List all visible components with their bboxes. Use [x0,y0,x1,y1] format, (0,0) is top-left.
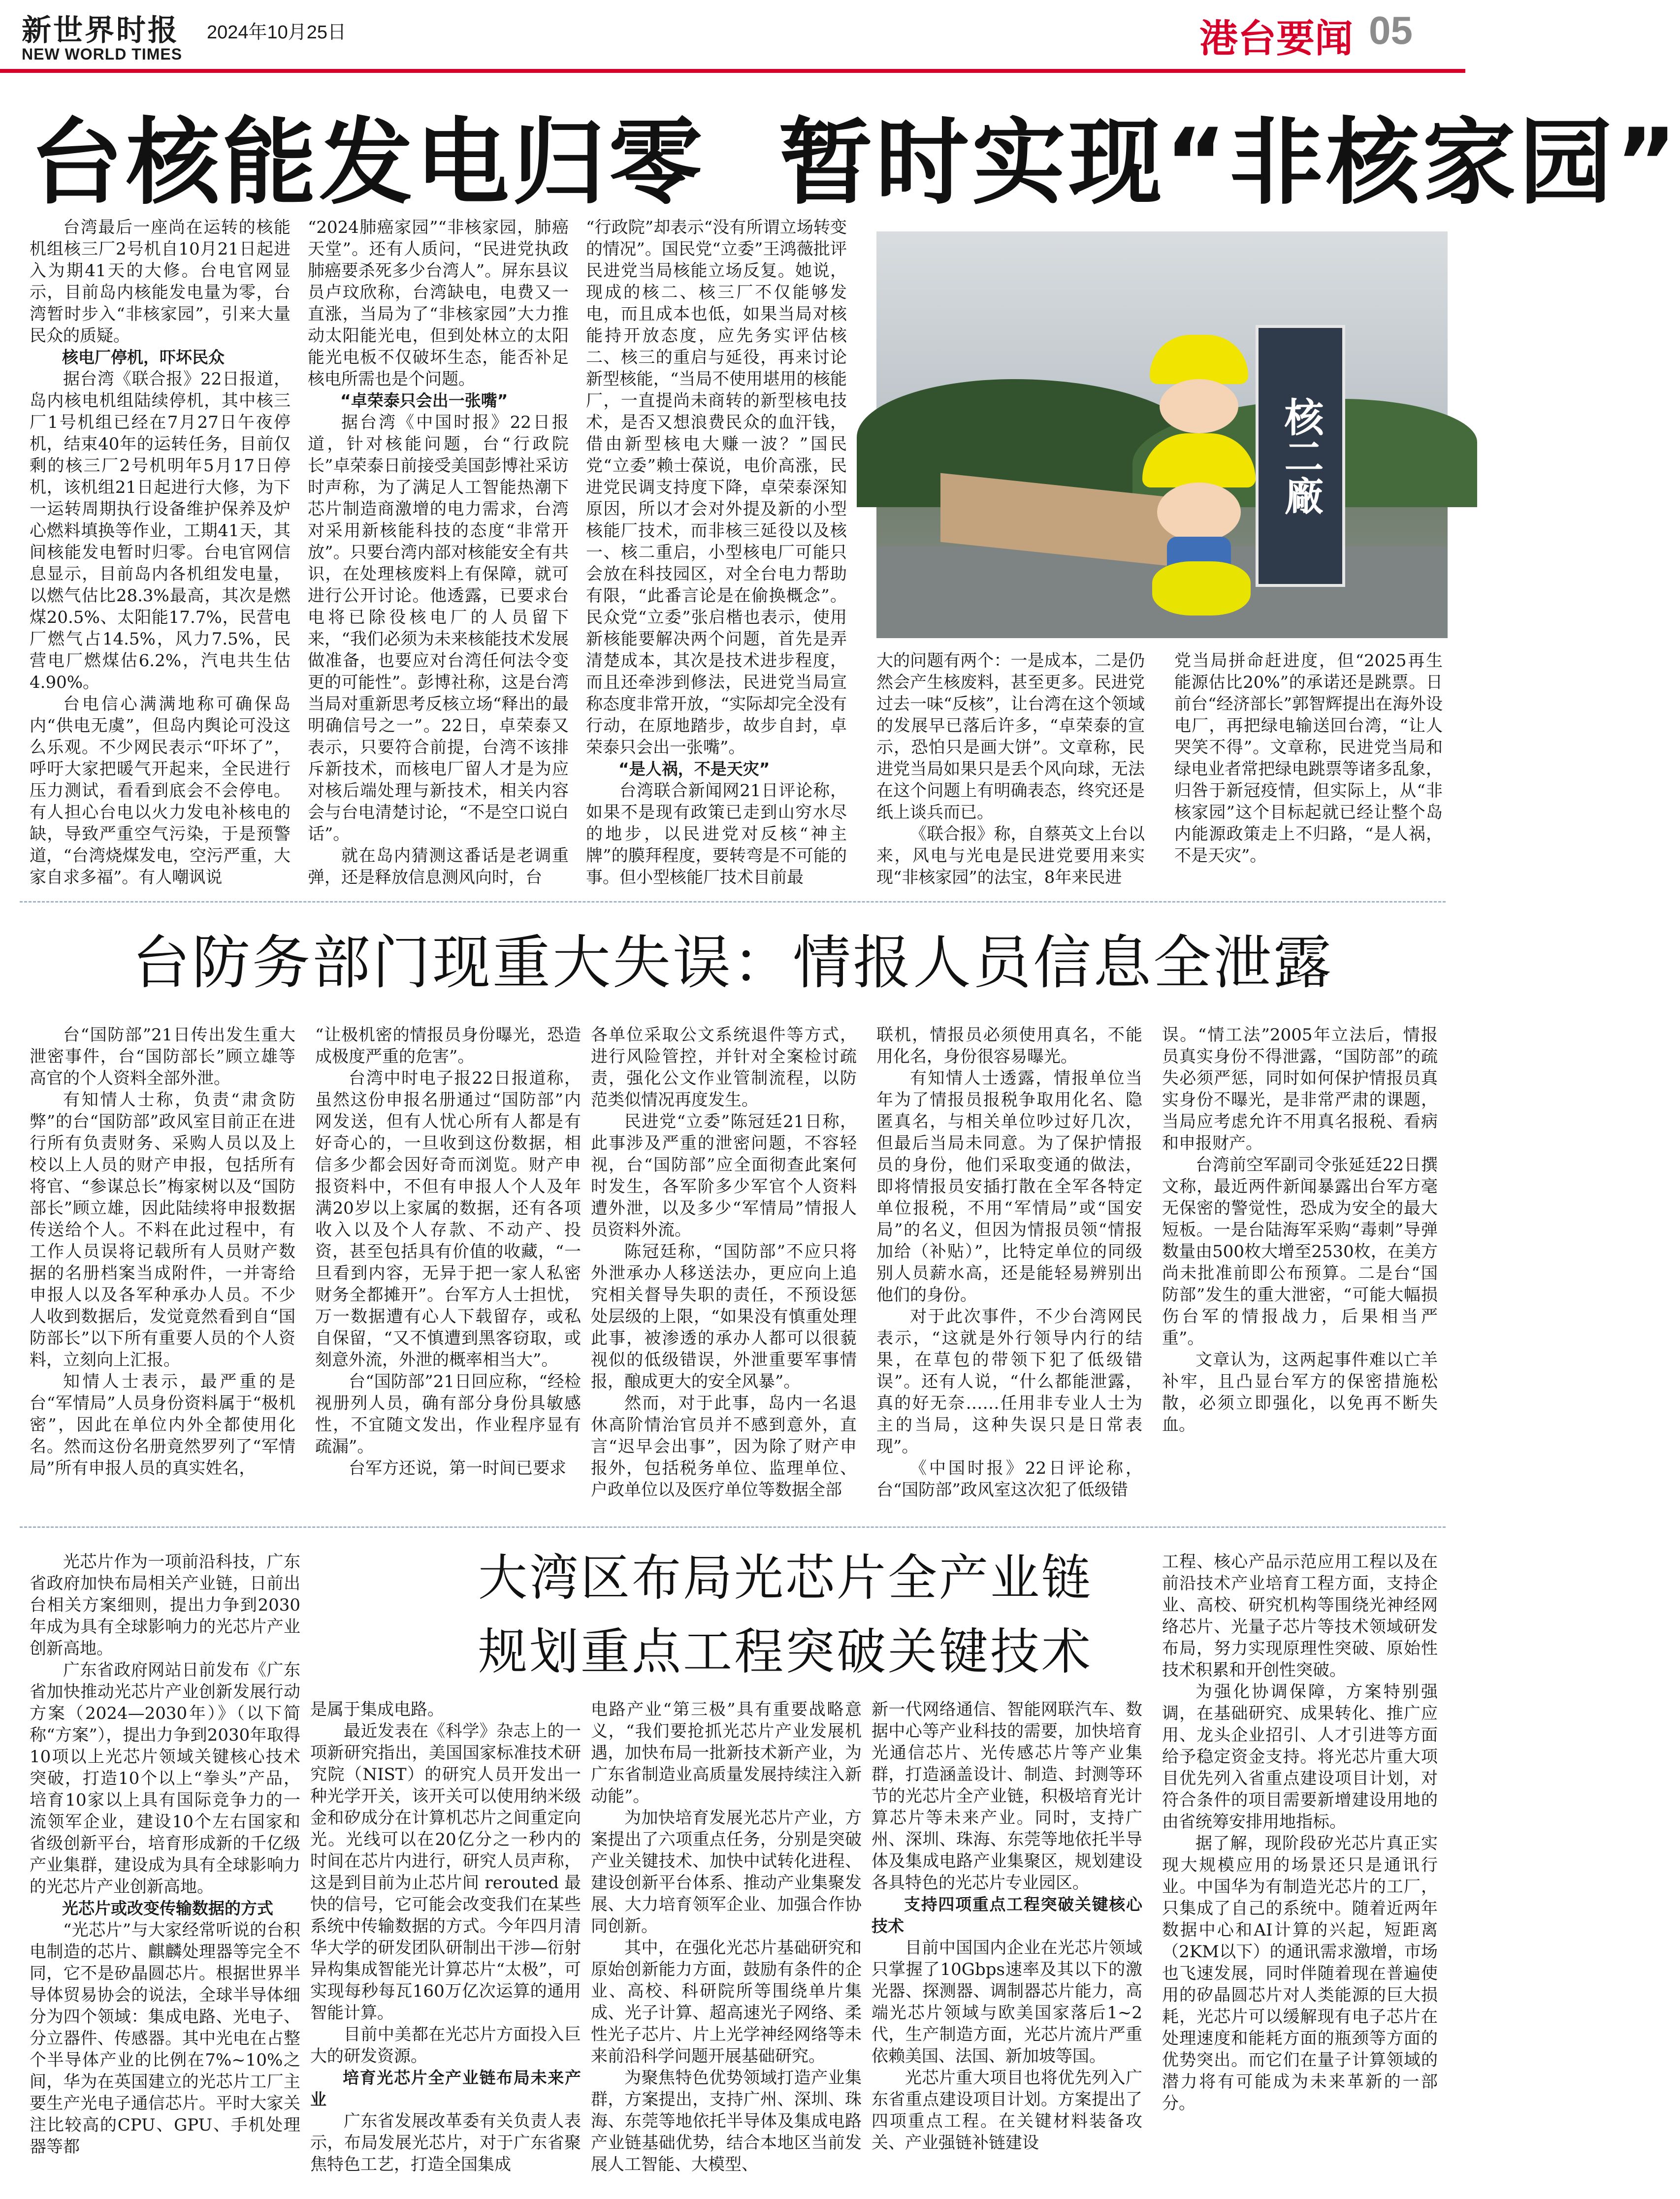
article2-headline: 台防务部门现重大失误：情报人员信息全泄露 [131,929,1333,997]
paragraph: 台湾联合新闻网21日评论称，如果不是现有政策已走到山穷水尽的地步，以民进党对反核“神主牌”的膜拜程度，要转弯是不可能的事。但小型核能厂技术目前最 [586,781,847,887]
article1-column-1 [30,217,291,891]
paragraph: 为加快培育发展光芯片产业，方案提出了六项重点任务，分别是突破产业关键技术、加快中试转化进程、建设创新平台体系、推动产业集聚发展、大力培育领军企业、加强合作协同创新。 [591,1808,862,1936]
photo-mascot-face-bottom [1157,483,1241,542]
paragraph: “光芯片”与大家经常听说的台积电制造的芯片、麒麟处理器等完全不同，它不是矽晶圆芯片。根据世界半导体贸易协会的说法，全球半导体细分为四个领域：集成电路、光电子、分立器件、传感器。其中光电在占整个半导体产业的比例在7%~10%之间，华为在英国建立的光芯片工厂主要生产光电子通信芯片。平时大家关注比较高的CPU、GPU、手机处理器等都 [30,1920,300,2157]
subheading: 光芯片或改变传输数据的方式 [62,1899,273,1918]
paragraph: 各单位采取公文系统退件等方式，进行风险管控，并针对全案检讨疏责，强化公文作业管制流程，以防范类似情况再度发生。 [591,1025,857,1110]
article-divider-1 [20,901,1446,903]
paragraph: 为强化协调保障，方案特别强调，在基础研究、成果转化、推广应用、龙头企业招引、人才引进等方面给予稳定资金支持。将光芯片重大项目优先列入省重点建设项目计划，对符合条件的项目需要新增建设用地的由省统筹安排用地指标。 [1162,1682,1438,1832]
paragraph: 目前中美都在光芯片方面投入巨大的研发资源。 [310,2025,581,2066]
paragraph: “2024肺癌家园”“非核家园，肺癌天堂”。还有人质问，“民进党执政肺癌要杀死多少台湾人”。屏东县议员卢玟欣称，台湾缺电，电费又一直涨，当局为了“非核家园”大力推动太阳能光电，但到处林立的太阳能光电板不仅破坏生态，能否补足核电所需也是个问题。 [308,218,569,389]
article3-column-5 [1162,1551,1438,2191]
paragraph: 《中国时报》22日评论称，台“国防部”政风室这次犯了低级错 [876,1458,1142,1500]
paragraph: 台“国防部”21日回应称，“经检视册列人员，确有部分身份具敏感性，不宜随文发出，作业程序显有疏漏”。 [315,1372,581,1456]
paragraph: 新一代网络通信、智能网联汽车、数据中心等产业科技的需要，加快培育光通信芯片、光传感芯片等产业集群，打造涵盖设计、制造、封测等环节的光芯片全产业链，积极培育光计算芯片等未来产业。同时，支持广州、深圳、珠海、东莞等地依托半导体及集成电路产业集聚区，规划建设各具特色的光芯片专业园区。 [872,1700,1142,1893]
section-name: 港台要闻 [1199,17,1354,61]
subheading: 培育光芯片全产业链布局未来产业 [310,2068,581,2109]
page-number: 05 [1369,8,1413,52]
photo-sign: 核二廠 [1256,325,1345,587]
paragraph: 台湾中时电子报22日报道称，虽然这份申报名册通过“国防部”内网发送，但有人忧心所有人都是有好奇心的，一旦收到这份数据，相信多少都会因好奇而浏览。财产申报资料中，不但有申报人个人及年满20岁以上家属的数据，还有各项收入以及个人存款、不动产、投资，甚至包括具有价值的收藏，“一旦看到内容，无异于把一家人私密财务全都摊开”。台军方人士担忧，万一数据遭有心人下载留存，或私自保留，“又不慎遭到黑客窃取，或刻意外流，外泄的概率相当大”。 [315,1068,581,1370]
paragraph: 为聚焦特色优势领域打造产业集群，方案提出，支持广州、深圳、珠海、东莞等地依托半导体及集成电路产业链基础优势，结合本地区当前发展人工智能、大模型、 [591,2068,862,2174]
paragraph: 台“国防部”21日传出发生重大泄密事件，台“国防部长”顾立雄等高官的个人资料全部外泄。 [30,1025,295,1088]
photo-mascot-face-top [1160,379,1238,433]
paragraph: 文章认为，这两起事件难以亡羊补牢，且凸显台军方的保密措施松散，必须立即强化，以免再不断失血。 [1162,1350,1438,1435]
masthead-english-name: NEW WORLD TIMES [22,45,183,63]
paragraph: 对于此次事件，不少台湾网民表示，“这就是外行领导内行的结果，在草包的带领下犯了低级错误”。还有人说，“什么都能泄露，真的好无奈……任用非专业人士为主的当局，这种失误只是日常表现”。 [876,1307,1142,1456]
paragraph: 其中，在强化光芯片基础研究和原始创新能力方面，鼓励有条件的企业、高校、科研院所等围绕单片集成、光子计算、超高速光子网络、柔性光子芯片、片上光学神经网络等未来前沿科学问题开展基础研究。 [591,1938,862,2066]
masthead-date: 2024年10月25日 [207,22,347,43]
article2-column-5 [1162,1024,1438,1517]
paragraph: 陈冠廷称，“国防部”不应只将外泄承办人移送法办，更应向上追究相关督导失职的责任，不预设惩处层级的上限，“如果没有慎重处理此事，被渗透的承办人都可以很藐视似的低级错误，外泄重要军事情报，酿成更大的安全风暴”。 [591,1242,857,1391]
paragraph: 联机，情报员必须使用真名，不能用化名，身份很容易曝光。 [876,1025,1142,1067]
article1-headline-part1: 台核能发电归零 [30,108,706,217]
article2-column-1 [30,1024,295,1517]
subheading: 支持四项重点工程突破关键核心技术 [872,1895,1142,1936]
article1-photo [876,231,1448,638]
paragraph: 是属于集成电路。 [310,1700,444,1719]
paragraph: “让极机密的情报员身份曝光，恐造成极度严重的危害”。 [315,1025,581,1067]
article1-column-3 [586,217,847,891]
paragraph: 目前中国国内企业在光芯片领域只掌握了10Gbps速率及其以下的激光器、探测器、调制器芯片能力，高端光芯片领域与欧美国家落后1~2代，生产制造方面，光芯片流片严重依赖美国、法国、新加坡等国。 [872,1938,1142,2066]
paragraph: 《联合报》称，自蔡英文上台以来，风电与光电是民进党要用来实现“非核家园”的法宝，8年来民进 [876,824,1145,887]
paragraph: 台湾前空军副司令张延廷22日撰文称，最近两件新闻暴露出台军方毫无保密的警觉性，恐成为安全的最大短板。一是台陆海军采购“毒刺”导弹数量由500枚大增至2530枚，在美方尚未批准前即公布预算。二是台“国防部”发生的重大泄密，“可能大幅损伤台军的情报战力，后果相当严重”。 [1162,1155,1438,1348]
article3-column-2 [310,1699,581,2191]
article1-column-2 [308,217,569,891]
article3-headline-line2: 规划重点工程突破关键技术 [478,1623,1093,1681]
subheading: “卓荣泰只会出一张嘴” [340,391,508,410]
paragraph: 然而，对于此事，岛内一名退休高阶情治官员并不感到意外，直言“迟早会出事”，因为除了财产申报外，包括税务单位、监理单位、户政单位以及医疗单位等数据全部 [591,1393,857,1500]
paragraph: 光芯片作为一项前沿科技，广东省政府加快布局相关产业链，日前出台相关方案细则，提出力争到2030年成为具有全球影响力的光芯片产业创新高地。 [30,1552,300,1658]
masthead-name: 新世界时报 [22,13,179,48]
paragraph: 广东省发展改革委有关负责人表示，布局发展光芯片，对于广东省聚焦特色工艺，打造全国集成 [310,2111,581,2174]
article-divider-2 [20,1526,1446,1528]
paragraph: 大的问题有两个：一是成本，二是仍然会产生核废料，甚至更多。民进党过去一味“反核”，让台湾在这个领域的发展早已落后许多，“卓荣泰的宣示，恐怕只是画大饼”。文章称，民进党当局如果只是丢个风向球，无法在这个问题上有明确表态，终究还是纸上谈兵而已。 [876,651,1145,822]
article3-column-3 [591,1699,862,2191]
paragraph: 电路产业“第三极”具有重要战略意义，“我们要抢抓光芯片产业发展机遇，加快布局一批新技术新产业，为广东省制造业高质量发展持续注入新动能”。 [591,1700,862,1806]
paragraph: 台电信心满满地称可确保岛内“供电无虞”，但岛内舆论可没这么乐观。不少网民表示“吓坏了”，呼吁大家把暖气开起来，全民进行压力测试，看看到底会不会停电。有人担心台电以火力发电补核电的缺，导致严重空气污染，于是预警道，“台湾烧煤发电，空污严重，大家自求多福”。有人嘲讽说 [30,694,291,887]
paragraph: 有知情人士透露，情报单位当年为了情报员报税争取用化名、隐匿真名，与相关单位吵过好几次，但最后当局未同意。为了保护情报员的身份，他们采取变通的做法，即将情报员安插打散在全军各特定单位报税，不用“军情局”或“国安局”的名义，但因为情报员领“情报加给（补贴）”，比特定单位的同级别人员薪水高，还是能轻易辨别出他们的身份。 [876,1068,1142,1305]
article3-column-4 [872,1699,1142,2191]
paragraph: 工程、核心产品示范应用工程以及在前沿技术产业培育工程方面，支持企业、高校、研究机构等围绕光神经网络芯片、光量子芯片等技术领域研发布局，努力实现原理性突破、原始性技术积累和开创性突破。 [1162,1552,1438,1680]
article3-headline [428,1541,1142,1689]
paragraph: 民进党“立委”陈冠廷21日称，此事涉及严重的泄密问题，不容轻视，台“国防部”应全面彻查此案何时发生，各军阶多少军官个人资料遭外泄，以及多少“军情局”情报人员资料外流。 [591,1112,857,1240]
paragraph: 党当局拼命赶进度，但“2025再生能源估比20%”的承诺还是跳票。日前台“经济部长”郭智辉提出在海外设电厂，再把绿电输送回台湾，“让人哭笑不得”。文章称，民进党当局和绿电业者常把绿电跳票等诸多乱象，归咎于新冠疫情，但实际上，从“非核家园”这个目标起就已经让整个岛内能源政策走上不归路，“是人祸，不是天灾”。 [1174,651,1443,866]
paragraph: 据台湾《联合报》22日报道，岛内核电机组陆续停机，其中核三厂1号机组已经在7月27日午夜停机，结束40年的运转任务，目前仅剩的核三厂2号机明年5月17日停机，该机组21日起进行大修，为下一运转周期执行设备维护保养及炉心燃料填换等作业，工期41天，其间核能发电暂时归零。台电官网信息显示，目前岛内各机组发电量，以燃气估比28.3%最高，其次是燃煤20.5%、太阳能17.7%，民营电厂燃气占14.5%，风力7.5%，民营电厂燃煤估6.2%，汽电共生估4.90%。 [30,369,291,692]
article2-column-3 [591,1024,857,1517]
article1-headline [30,88,1680,222]
article2-column-4 [876,1024,1142,1517]
paragraph: “行政院”却表示“没有所谓立场转变的情况”。国民党“立委”王鸿薇批评民进党当局核能立场反复。她说，现成的核二、核三厂不仅能够发电，而且成本也低，如果当局对核能持开放态度，应先务实评估核二、核三的重启与延役，再来讨论新型核能，“当局不使用堪用的核能厂，一直提尚未商转的新型核电技术，是否又想浪费民众的血汗钱，借由新型核电大赚一波？”国民党“立委”赖士葆说，电价高涨，民进党民调支持度下降，卓荣泰深知原因，所以才会对外提及新的小型核能厂技术，而非核三延役以及核一、核二重启，小型核电厂可能只会放在科技园区，对全台电力帮助有限，“此番言论是在偷换概念”。民众党“立委”张启楷也表示，使用新核能要解决两个问题，首先是弄清楚成本，其次是技术进步程度，而且还牵涉到修法，民进党当局宣称态度非常开放，“实际却完全没有行动，在原地踏步，故步自封，卓荣泰只会出一张嘴”。 [586,218,847,757]
paragraph: 据了解，现阶段矽光芯片真正实现大规模应用的场景还只是通讯行业。中国华为有制造光芯片的工厂，只集成了自己的系统中。随着近两年数据中心和AI计算的兴起，短距离（2KM以下）的通讯需求激增，市场也飞速发展，同时伴随着现在普遍使用的矽晶圆芯片对人类能源的巨大损耗，光芯片可以缓解现有电子芯片在处理速度和能耗方面的瓶颈等方面的优势突出。而它们在量子计算领域的潜力将有可能成为未来革新的一部分。 [1162,1834,1438,2113]
article1-headline-part2: 暂时实现“非核家园” [779,108,1680,217]
photo-mascot-base [1152,561,1251,615]
paragraph: 误。“情工法”2005年立法后，情报员真实身份不得泄露，“国防部”的疏失必须严惩，同时如何保护情报员真实身份不曝光，是非常严肃的课题，当局应考虑允许不用真名报税、看病和申报财产。 [1162,1025,1438,1153]
paragraph: 据台湾《中国时报》22日报道，针对核能问题，台“行政院长”卓荣泰日前接受美国彭博社采访时声称，为了满足人工智能热潮下芯片制造商激增的电力需求，台湾对采用新核能科技的态度“非常开放”。只要台湾内部对核能安全有共识，在处理核废料上有保障，就可进行公开讨论。他透露，已要求台电将已除役核电厂的人员留下来，“我们必须为未来核能技术发展做准备，也要应对台湾任何法令变更的可能性”。彭博社称，这是台湾当局对重新思考反核立场“释出的最明确信号之一”。22日，卓荣泰又表示，只要符合前提，台湾不该排斥新技术，而核电厂留人才是为应对核后端处理与新技术，相关内容会与台电清楚讨论，“不是空口说白话”。 [308,413,569,844]
paragraph: 有知情人士称，负责“肃贪防弊”的台“国防部”政风室目前正在进行所有负责财务、采购人员以及上校以上人员的财产申报，包括所有将官、“参谋总长”梅家树以及“国防部长”顾立雄，因此陆续将申报数据传送给个人。不料在此过程中，有工作人员误将记载所有人员财产数据的名册档案当成附件，一并寄给申报人以及各军种承办人员。不少人收到数据后，发觉竟然看到自“国防部长”以下所有重要人员的个人资料，立刻向上汇报。 [30,1090,295,1370]
article3-headline-line1: 大湾区布局光芯片全产业链 [478,1549,1093,1607]
paragraph: 光芯片重大项目也将优先列入广东省重点建设项目计划。方案提出了四项重点工程。在关键材料装备攻关、产业强链补链建设 [872,2068,1142,2153]
paragraph: 广东省政府网站日前发布《广东省加快推动光芯片产业创新发展行动方案（2024—2030年）》（以下简称“方案”），提出力争到2030年取得10项以上光芯片领域关键核心技术突破，打造10个以上“拳头”产品，培育10家以上具有国际竞争力的一流领军企业，建设10个左右国家和省级创新平台，培育形成新的千亿级产业集群，建设成为具有全球影响力的光芯片产业创新高地。 [30,1660,300,1897]
subheading: “是人祸，不是天灾” [618,759,770,778]
paragraph: 台湾最后一座尚在运转的核能机组核三厂2号机自10月21日起进入为期41天的大修。台电官网显示，目前岛内核能发电量为零，台湾暂时步入“非核家园”，引来大量民众的质疑。 [30,218,291,346]
paragraph: 就在岛内猜测这番话是老调重弹，还是释放信息测风向时，台 [308,846,569,887]
top-rule [0,69,1465,73]
paragraph: 最近发表在《科学》杂志上的一项新研究指出，美国国家标准技术研究院（NIST）的研究人员开发出一种光学开关，该开关可以使用纳米级金和矽成分在计算机芯片之间重定向光。光线可以在20亿分之一秒内的时间在芯片内进行，研究人员声称，这是到目前为止芯片间 rerouted 最快的信号，它可能会改变我们在某些系统中传输数据的方式。今年四月清华大学的研发团队研制出干涉—衍射异构集成智能光计算芯片“太极”，可实现每秒每瓦160万亿次运算的通用智能计算。 [310,1721,581,2023]
paragraph: 台军方还说，第一时间已要求 [349,1458,566,1478]
subheading: 核电厂停机，吓坏民众 [62,348,225,367]
paragraph: 知情人士表示，最严重的是台“军情局”人员身份资料属于“极机密”，因此在单位内外全都使用化名。然而这份名册竟然罗列了“军情局”所有申报人员的真实姓名， [30,1372,295,1478]
article3-column-1 [30,1551,300,2191]
article1-column-4 [876,650,1145,891]
article2-column-2 [315,1024,581,1517]
article1-column-5 [1174,650,1443,891]
